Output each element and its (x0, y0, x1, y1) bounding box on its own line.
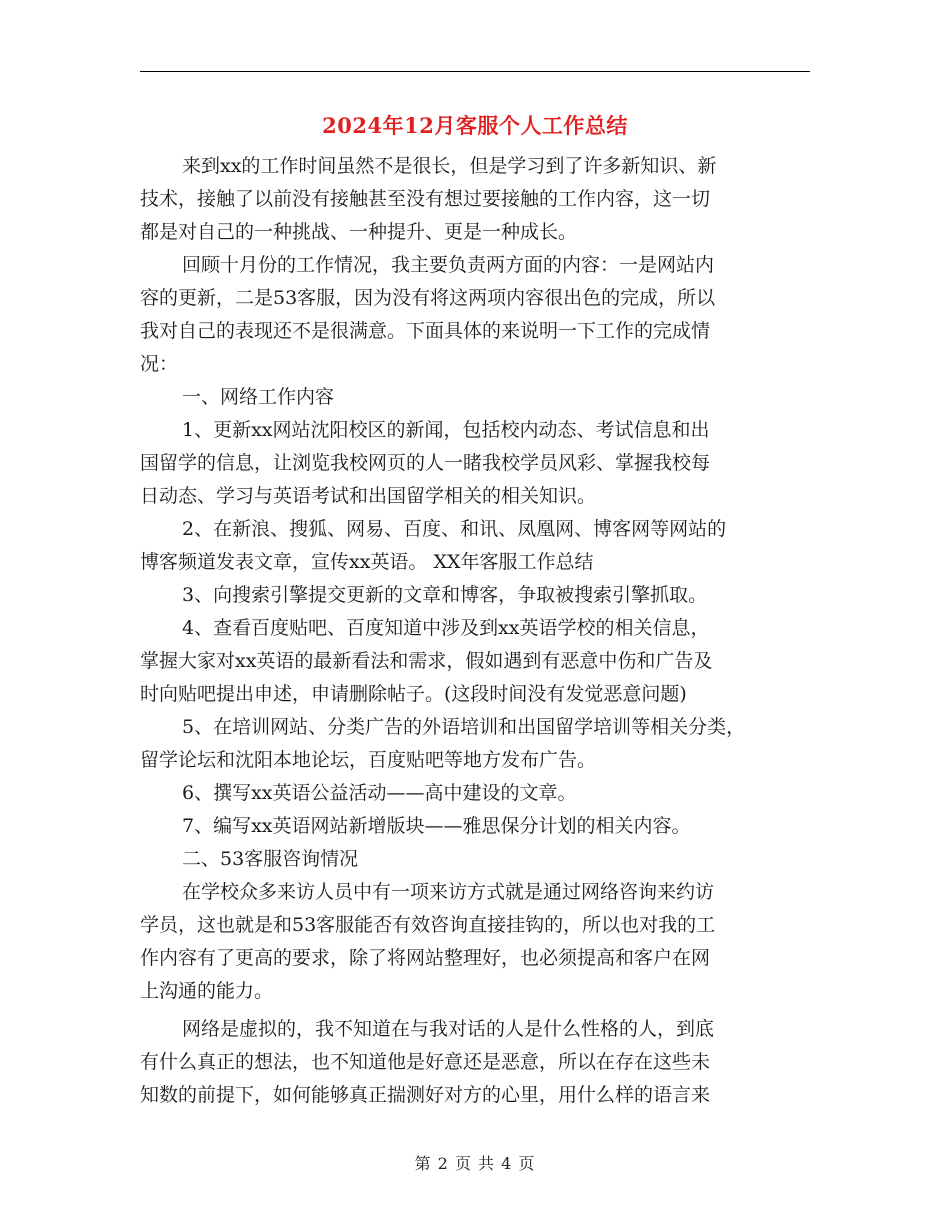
text-line: 在学校众多来访人员中有一项来访方式就是通过网络咨询来约访 (182, 881, 715, 903)
text-line: 作内容有了更高的要求，除了将网站整理好，也必须提高和客户在网 (140, 947, 711, 969)
text-line: 一、网络工作内容 (182, 386, 335, 408)
text-line: 国留学的信息，让浏览我校网页的人一睹我校学员风彩、掌握我校每 (140, 452, 711, 474)
text-line: 来到xx的工作时间虽然不是很长，但是学习到了许多新知识、新 (182, 155, 717, 177)
text-line: 5、在培训网站、分类广告的外语培训和出国留学培训等相关分类， (182, 716, 746, 738)
text-line: 我对自己的表现还不是很满意。下面具体的来说明一下工作的完成情 (140, 320, 711, 342)
text-line: 2、在新浪、搜狐、网易、百度、和讯、凤凰网、博客网等网站的 (182, 518, 727, 540)
text-line: 有什么真正的想法，也不知道他是好意还是恶意，所以在存在这些未 (140, 1051, 711, 1073)
text-line: 二、53客服咨询情况 (182, 848, 359, 870)
document-title: 2024年12月客服个人工作总结 (322, 113, 628, 138)
header-rule (140, 71, 810, 72)
text-line: 掌握大家对xx英语的最新看法和需求，假如遇到有恶意中伤和广告及 (140, 650, 713, 672)
text-line: 博客频道发表文章，宣传xx英语。 XX年客服工作总结 (140, 551, 594, 573)
document-body (140, 150, 815, 1112)
text-line: 回顾十月份的工作情况，我主要负责两方面的内容：一是网站内 (182, 254, 715, 276)
text-line: 都是对自己的一种挑战、一种提升、更是一种成长。 (140, 221, 578, 243)
text-line: 3、向搜索引擎提交更新的文章和博客，争取被搜索引擎抓取。 (182, 584, 708, 606)
text-line: 上沟通的能力。 (140, 980, 274, 1002)
text-line: 容的更新，二是53客服，因为没有将这两项内容很出色的完成，所以 (140, 287, 716, 309)
text-line: 6、撰写xx英语公益活动——高中建设的文章。 (182, 782, 577, 804)
text-line: 7、编写xx英语网站新增版块——雅思保分计划的相关内容。 (182, 815, 691, 837)
text-line: 留学论坛和沈阳本地论坛，百度贴吧等地方发布广告。 (140, 749, 597, 771)
text-line: 网络是虚拟的，我不知道在与我对话的人是什么性格的人，到底 (182, 1018, 715, 1040)
text-line: 时向贴吧提出申述，申请删除帖子。(这段时间没有发觉恶意问题) (140, 683, 687, 705)
page-footer: 第 2 页 共 4 页 (414, 1154, 536, 1173)
text-line: 4、查看百度贴吧、百度知道中涉及到xx英语学校的相关信息， (182, 617, 710, 639)
text-line: 技术，接触了以前没有接触甚至没有想过要接触的工作内容，这一切 (140, 188, 711, 210)
text-line: 日动态、学习与英语考试和出国留学相关的相关知识。 (140, 485, 597, 507)
text-line: 1、更新xx网站沈阳校区的新闻，包括校内动态、考试信息和出 (182, 419, 710, 441)
text-line: 知数的前提下，如何能够真正揣测好对方的心里，用什么样的语言来 (140, 1084, 711, 1106)
text-line: 学员，这也就是和53客服能否有效咨询直接挂钩的，所以也对我的工 (140, 914, 716, 936)
text-line: 况： (140, 353, 179, 375)
